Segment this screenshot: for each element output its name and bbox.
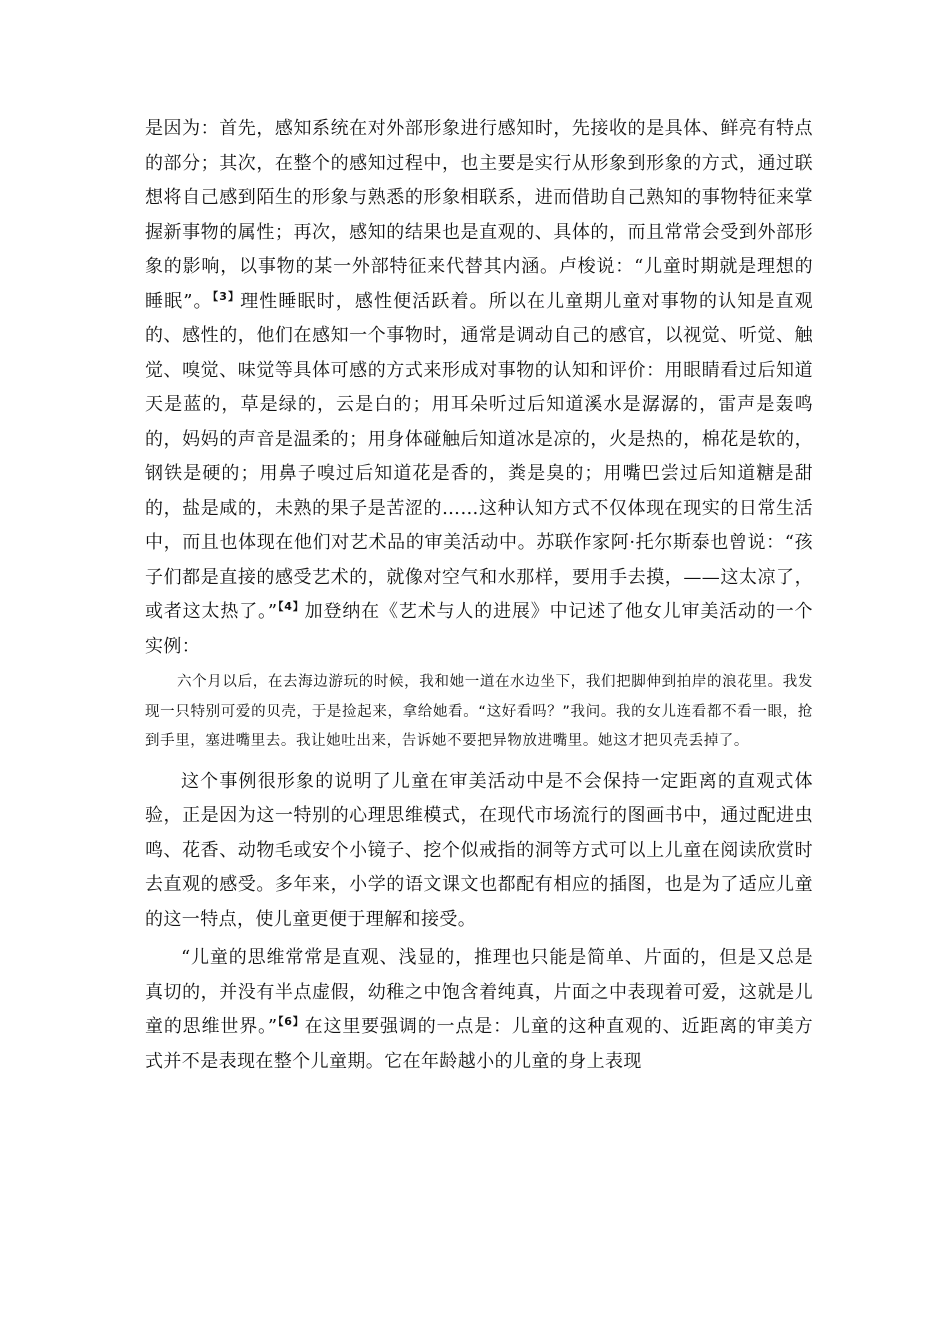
paragraph-text: “儿童的思维常常是直观、浅显的，推理也只能是简单、片面的，但是又总是真切的，并没有半点虚假，幼稚之中饱含着纯真，片面之中表现着可爱，这就是儿童的思维世界。” xyxy=(145,947,813,1037)
paragraph-text: 加登纳在《艺术与人的进展》中记述了他女儿审美活动的一个实例： xyxy=(145,601,813,657)
citation-ref-3: 【3】 xyxy=(212,289,241,303)
body-paragraph-1 xyxy=(145,112,813,664)
citation-ref-4: 【4】 xyxy=(277,600,305,613)
citation-ref-6: 【6】 xyxy=(277,1015,305,1028)
paragraph-text: 是因为：首先，感知系统在对外部形象进行感知时，先接收的是具体、鲜亮有特点的部分；其次，在整个的感知过程中，也主要是实行从形象到形象的方式，通过联想将自己感到陌生的形象与熟悉的形象相联系，进而借助自己熟知的事物特征来掌握新事物的属性；再次，感知的结果也是直观的、具体的，而且常常会受到外部形象的影响，以事物的某一外部特征来代替其内涵。卢梭说：“儿童时期就是理想的睡眠”。 xyxy=(145,118,813,312)
paragraph-text: 理性睡眠时，感性便活跃着。所以在儿童期儿童对事物的认知是直观的、感性的，他们在感知一个事物时，通常是调动自己的感官，以视觉、听觉、触觉、嗅觉、味觉等具体可感的方式来形成对事物的认知和评价：用眼睛看过后知道天是蓝的，草是绿的，云是白的；用耳朵听过后知道溪水是潺潺的，雷声是轰鸣的，妈妈的声音是温柔的；用身体碰触后知道冰是凉的，火是热的，棉花是软的，钢铁是硬的；用鼻子嗅过后知道花是香的，粪是臭的；用嘴巴尝过后知道糖是甜的，盐是咸的，未熟的果子是苦涩的……这种认知方式不仅体现在现实的日常生活中，而且也体现在他们对艺术品的审美活动中。苏联作家阿·托尔斯泰也曾说：“孩子们都是直接的感受艺术的，就像对空气和水那样，要用手去摸，——这太凉了，或者这太热了。” xyxy=(145,290,813,622)
document-body xyxy=(145,112,813,1079)
body-paragraph-3 xyxy=(145,941,813,1079)
body-paragraph-2: 这个事例很形象的说明了儿童在审美活动中是不会保持一定距离的直观式体验，正是因为这一特别的心理思维模式，在现代市场流行的图画书中，通过配进虫鸣、花香、动物毛或安个小镜子、挖个似戒指的洞等方式可以上儿童在阅读欣赏时去直观的感受。多年来，小学的语文课文也都配有相应的插图，也是为了适应儿童的这一特点，使儿童更便于理解和接受。 xyxy=(145,770,813,930)
paragraph-text: 在这里要强调的一点是：儿童的这种直观的、近距离的审美方式并不是表现在整个儿童期。它在年龄越小的儿童的身上表现 xyxy=(145,1016,813,1072)
block-quote: 六个月以后，在去海边游玩的时候，我和她一道在水边坐下，我们把脚伸到拍岸的浪花里。我发现一只特别可爱的贝壳，于是捡起来，拿给她看。“这好看吗？”我问。我的女儿连看都不看一眼，抢到手里，塞进嘴里去。我让她吐出来，告诉她不要把异物放进嘴里。她这才把贝壳丢掉了。 xyxy=(145,674,813,749)
